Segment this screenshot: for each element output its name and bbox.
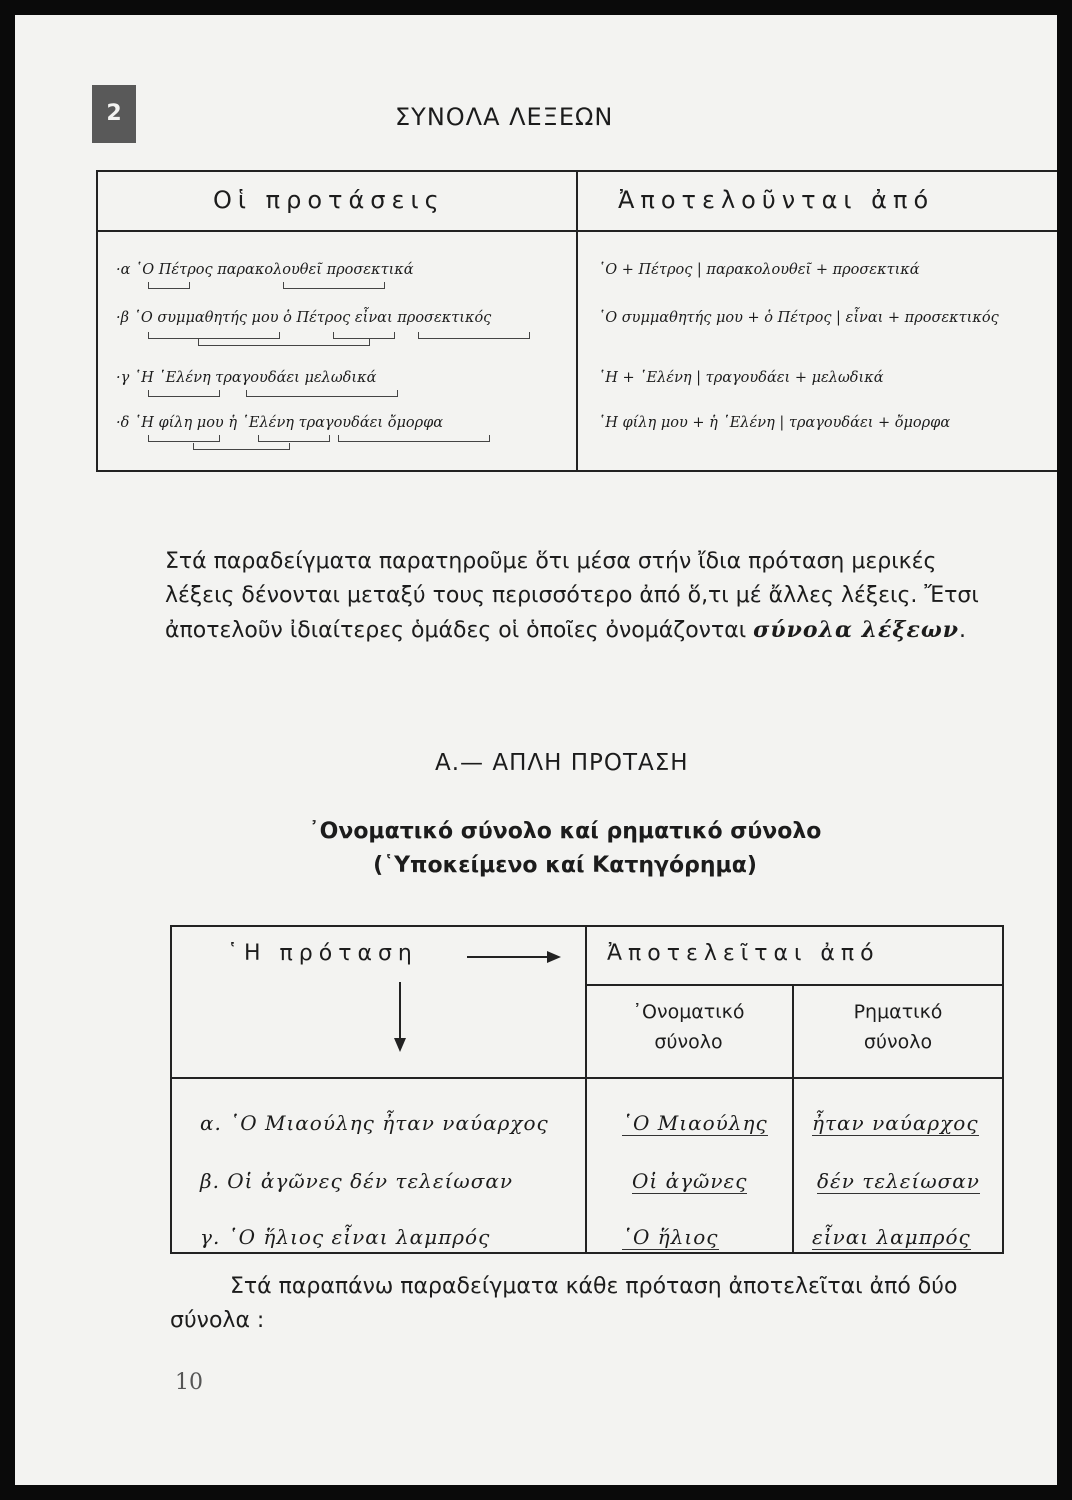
- noun-phrase-cell: [622, 1225, 719, 1249]
- verb-phrase: εἶναι λαμπρός: [812, 1225, 971, 1249]
- example-sentence: β. Οἱ ἀγῶνες δέν τελείωσαν: [200, 1169, 514, 1193]
- sentences-table: [96, 170, 1057, 472]
- table-header-composed-of: Ἀποτελοῦνται ἀπό: [618, 186, 935, 214]
- paragraph-text: Στά παραδείγματα παρατηροῦμε ὅτι μέσα στήν ἴδια πρόταση μερικές λέξεις δένονται μεταξύ τους περισσότερο ἀπό ὅ,τι μέ ἄλλες λέξεις. Ἔτσι ἀποτελοῦν ἰδιαίτερες ὁμάδες οἱ ὁποῖες ὀνομάζονται: [165, 549, 979, 643]
- group-bracket: [148, 390, 220, 397]
- heading-simple-sentence: Α.— ΑΠΛΗ ΠΡΟΤΑΣΗ: [435, 750, 689, 776]
- arrow-right-icon: [467, 945, 562, 969]
- group-bracket: [418, 332, 530, 339]
- noun-phrase: ῾Ο Μιαούλης: [622, 1111, 768, 1135]
- group-bracket: [283, 282, 385, 289]
- subheader-line: ᾿Ονοματικό: [632, 1001, 745, 1023]
- table-header-divider: [98, 230, 1057, 232]
- subheader-verb-phrase: [794, 997, 1002, 1057]
- group-bracket: [198, 339, 370, 346]
- group-bracket: [333, 332, 395, 339]
- explanation-paragraph: [165, 545, 995, 648]
- table-row-right: ῾Ο + Πέτρος | παρακολουθεῖ + προσεκτικά: [598, 262, 920, 278]
- group-bracket: [148, 282, 190, 289]
- section-title: ΣΥΝΟΛΑ ΛΕΞΕΩΝ: [395, 103, 614, 131]
- verb-phrase-cell: [812, 1111, 979, 1135]
- group-bracket: [148, 332, 280, 339]
- table-row-right: ῾Η φίλη μου + ἡ ῾Ελένη | τραγουδάει + ὄμορφα: [598, 415, 951, 431]
- noun-phrase-cell: [632, 1169, 747, 1193]
- noun-phrase: Οἱ ἀγῶνες: [632, 1169, 748, 1193]
- table-header-sentences: Οἱ προτάσεις: [213, 186, 445, 214]
- table-row-right: ῾Η + ῾Ελένη | τραγουδάει + μελωδικά: [598, 370, 884, 386]
- group-bracket: [338, 435, 490, 442]
- table-row-left: ·α ῾Ο Πέτρος παρακολουθεῖ προσεκτικά: [116, 262, 414, 278]
- table-header-composed-of: Ἀποτελεῖται ἀπό: [607, 941, 880, 966]
- book-page: [15, 15, 1057, 1485]
- table-row-left: ·δ ῾Η φίλη μου ἡ ῾Ελένη τραγουδάει ὄμορφα: [116, 415, 444, 431]
- noun-phrase-cell: [622, 1111, 768, 1135]
- table-row-left: ·γ ῾Η ῾Ελένη τραγουδάει μελωδικά: [116, 370, 377, 386]
- table-header-divider: [172, 1077, 1002, 1079]
- heading-line-2: (῾Υποκείμενο καί Κατηγόρημα): [373, 853, 757, 878]
- noun-phrase: ῾Ο ἥλιος: [622, 1225, 719, 1249]
- table-column-divider: [576, 172, 578, 470]
- arrow-down-icon: [388, 982, 412, 1054]
- table-row-right: ῾Ο συμμαθητής μου + ὁ Πέτρος | εἶναι + προσεκτικός: [598, 310, 999, 326]
- example-sentence: α. ῾Ο Μιαούλης ἦταν ναύαρχος: [200, 1111, 549, 1135]
- subheader-line: Ρηματικό: [853, 1001, 943, 1023]
- chapter-badge: 2: [92, 85, 136, 143]
- paragraph-term: σύνολα λέξεων: [753, 617, 960, 643]
- subheader-line: σύνολο: [863, 1031, 933, 1053]
- verb-phrase: δέν τελείωσαν: [817, 1169, 980, 1193]
- example-sentence: γ. ῾Ο ἥλιος εἶναι λαμπρός: [200, 1225, 491, 1249]
- table-header-sentence: ῾Η πρόταση: [227, 941, 418, 966]
- phrases-table: [170, 925, 1004, 1254]
- paragraph-text: Στά παραπάνω παραδείγματα κάθε πρόταση ἀποτελεῖται ἀπό δύο σύνολα :: [170, 1274, 958, 1333]
- group-bracket: [193, 443, 290, 450]
- subheader-noun-phrase: [585, 997, 792, 1057]
- group-bracket: [246, 390, 398, 397]
- table-row-left: ·β ῾Ο συμμαθητής μου ὁ Πέτρος εἶναι προσεκτικός: [116, 310, 492, 326]
- subheader-line: σύνολο: [654, 1031, 723, 1053]
- page-number: 10: [175, 1370, 203, 1395]
- verb-phrase-cell: [817, 1169, 980, 1193]
- paragraph-end: .: [959, 618, 967, 643]
- heading-subject-predicate: [305, 815, 825, 883]
- group-bracket: [148, 435, 220, 442]
- verb-phrase-cell: [812, 1225, 971, 1249]
- conclusion-paragraph: [170, 1270, 1000, 1338]
- table-column-divider: [585, 927, 587, 1252]
- verb-phrase: ἦταν ναύαρχος: [812, 1111, 979, 1135]
- group-bracket: [258, 435, 330, 442]
- heading-line-1: ᾿Ονοματικό σύνολο καί ρηματικό σύνολο: [308, 819, 822, 844]
